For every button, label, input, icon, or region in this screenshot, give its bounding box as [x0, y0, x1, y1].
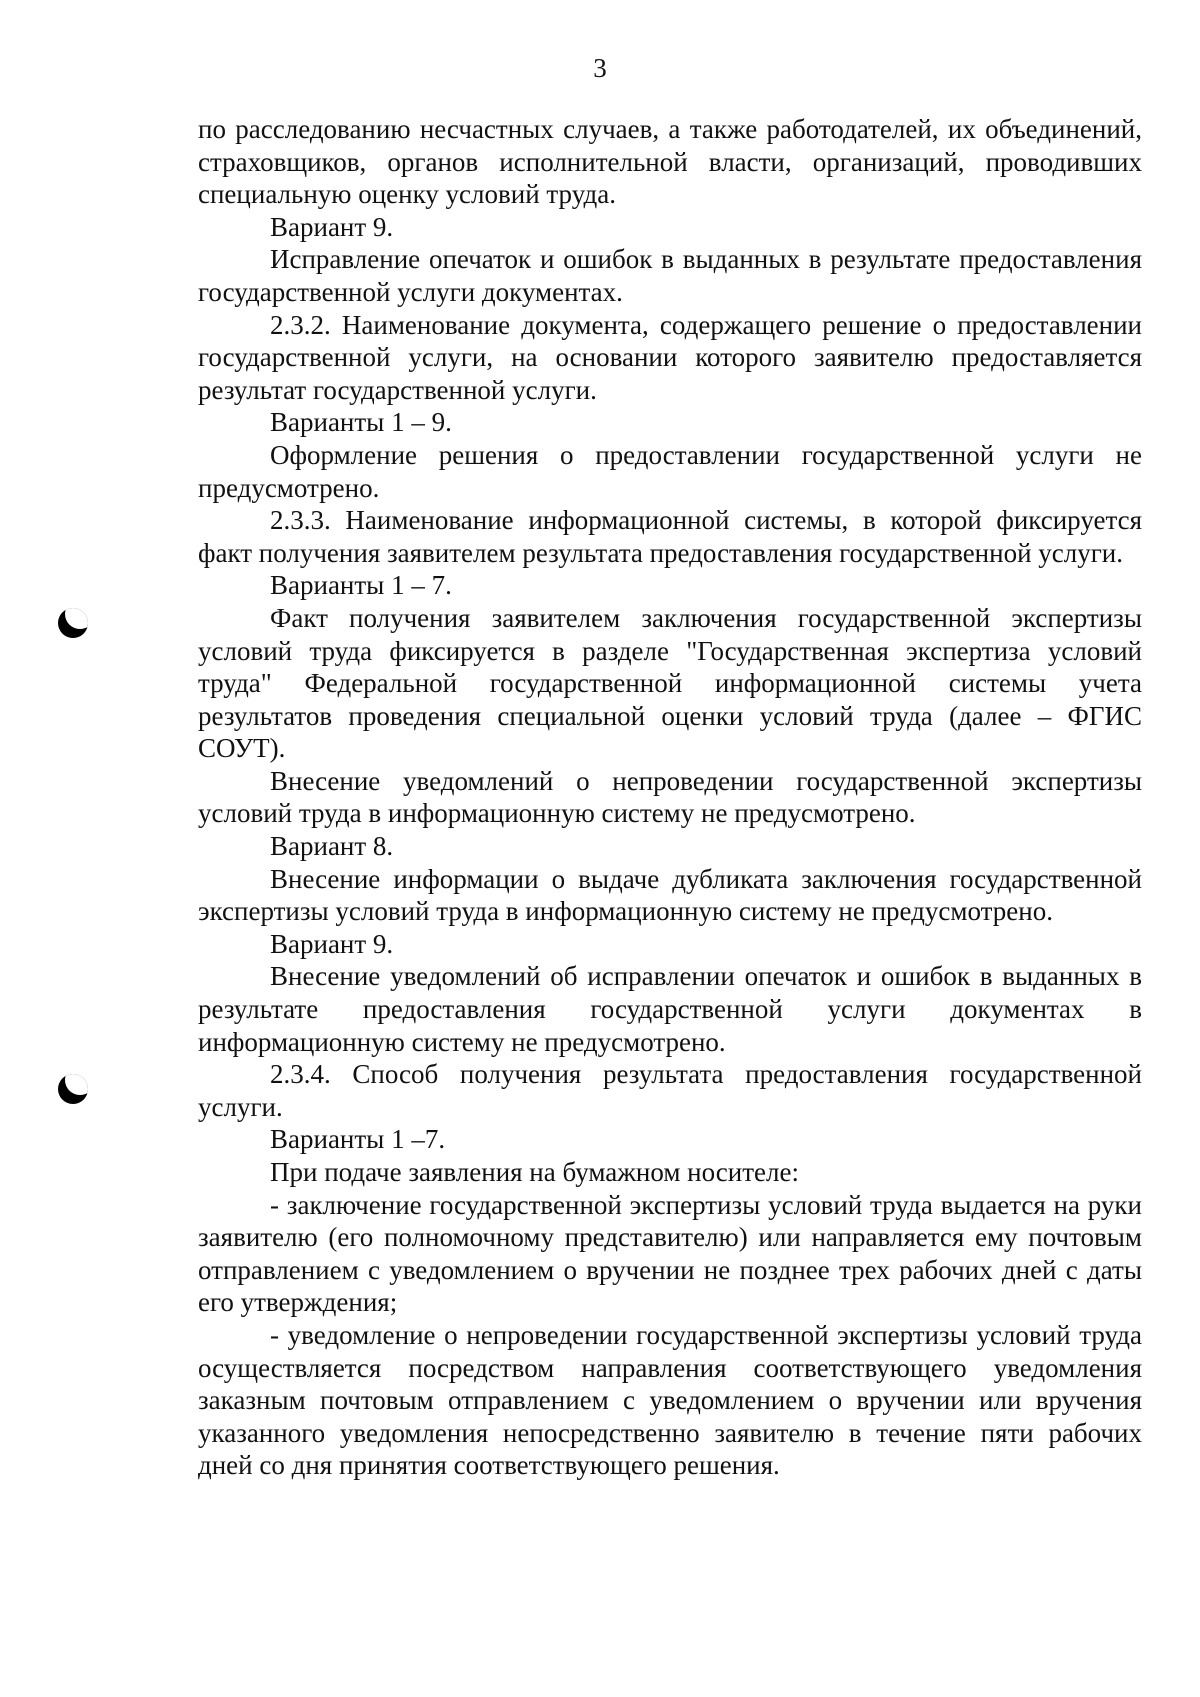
variant-heading: Вариант 9. [270, 928, 394, 959]
binder-hole-mark-icon [58, 1074, 88, 1104]
variant-heading: Варианты 1 –7. [270, 1124, 446, 1155]
paragraph: по расследованию несчастных случаев, а также работодателей, их объединений, страховщиков, органов исполнительной власти, организаций, проводивших специальную оценку условий труда. [198, 114, 1142, 210]
section-heading: 2.3.4. Способ получения результата предоставления государственной услуги. [198, 1059, 1142, 1122]
variant-heading: Варианты 1 – 7. [270, 570, 452, 601]
paragraph: Внесение уведомлений о непроведении государственной экспертизы условий труда в информационную систему не предусмотрено. [198, 765, 1142, 829]
variant-heading: Варианты 1 – 9. [270, 407, 452, 438]
paragraph: Внесение уведомлений об исправлении опечаток и ошибок в выданных в результате предоставления государственной услуги документах в информационную систему не предусмотрено. [198, 961, 1142, 1057]
variant-heading: Вариант 9. [270, 211, 394, 242]
section-heading: 2.3.2. Наименование документа, содержащего решение о предоставлении государственной услуги, на основании которого заявителю предоставляется результат государственной услуги. [198, 309, 1142, 405]
section-heading: 2.3.3. Наименование информационной системы, в которой фиксируется факт получения заявителем результата предоставления государственной услуги. [198, 505, 1142, 568]
page-number: 3 [593, 53, 607, 83]
list-item: - уведомление о непроведении государственной экспертизы условий труда осуществляется посредством направления соответствующего уведомления заказным почтовым отправлением с уведомлением о вручении или вручения указанного уведомления непосредственно заявителю в течение пяти рабочих дней со дня принятия соответствующего решения. [198, 1319, 1142, 1481]
paragraph: Внесение информации о выдаче дубликата заключения государственной экспертизы условий труда в информационную систему не предусмотрено. [198, 863, 1142, 927]
paragraph: Факт получения заявителем заключения государственной экспертизы условий труда фиксируется в разделе "Государственная экспертиза условий труда" Федеральной государственной информационной системы учета результатов проведения специальной оценки условий труда (далее – ФГИС СОУТ). [198, 602, 1142, 764]
variant-heading: Вариант 8. [270, 831, 394, 862]
document-body [198, 113, 1142, 1482]
paragraph: Исправление опечаток и ошибок в выданных в результате предоставления государственной услуги документах. [198, 244, 1142, 307]
list-item: - заключение государственной экспертизы условий труда выдается на руки заявителю (его полномочному представителю) или направляется ему почтовым отправлением с уведомлением о вручении не позднее трех рабочих дней с даты его утверждения; [198, 1189, 1142, 1318]
binder-hole-mark-icon [58, 608, 88, 638]
paragraph: При подаче заявления на бумажном носителе: [270, 1157, 799, 1187]
paragraph: Оформление решения о предоставлении государственной услуги не предусмотрено. [198, 439, 1142, 503]
